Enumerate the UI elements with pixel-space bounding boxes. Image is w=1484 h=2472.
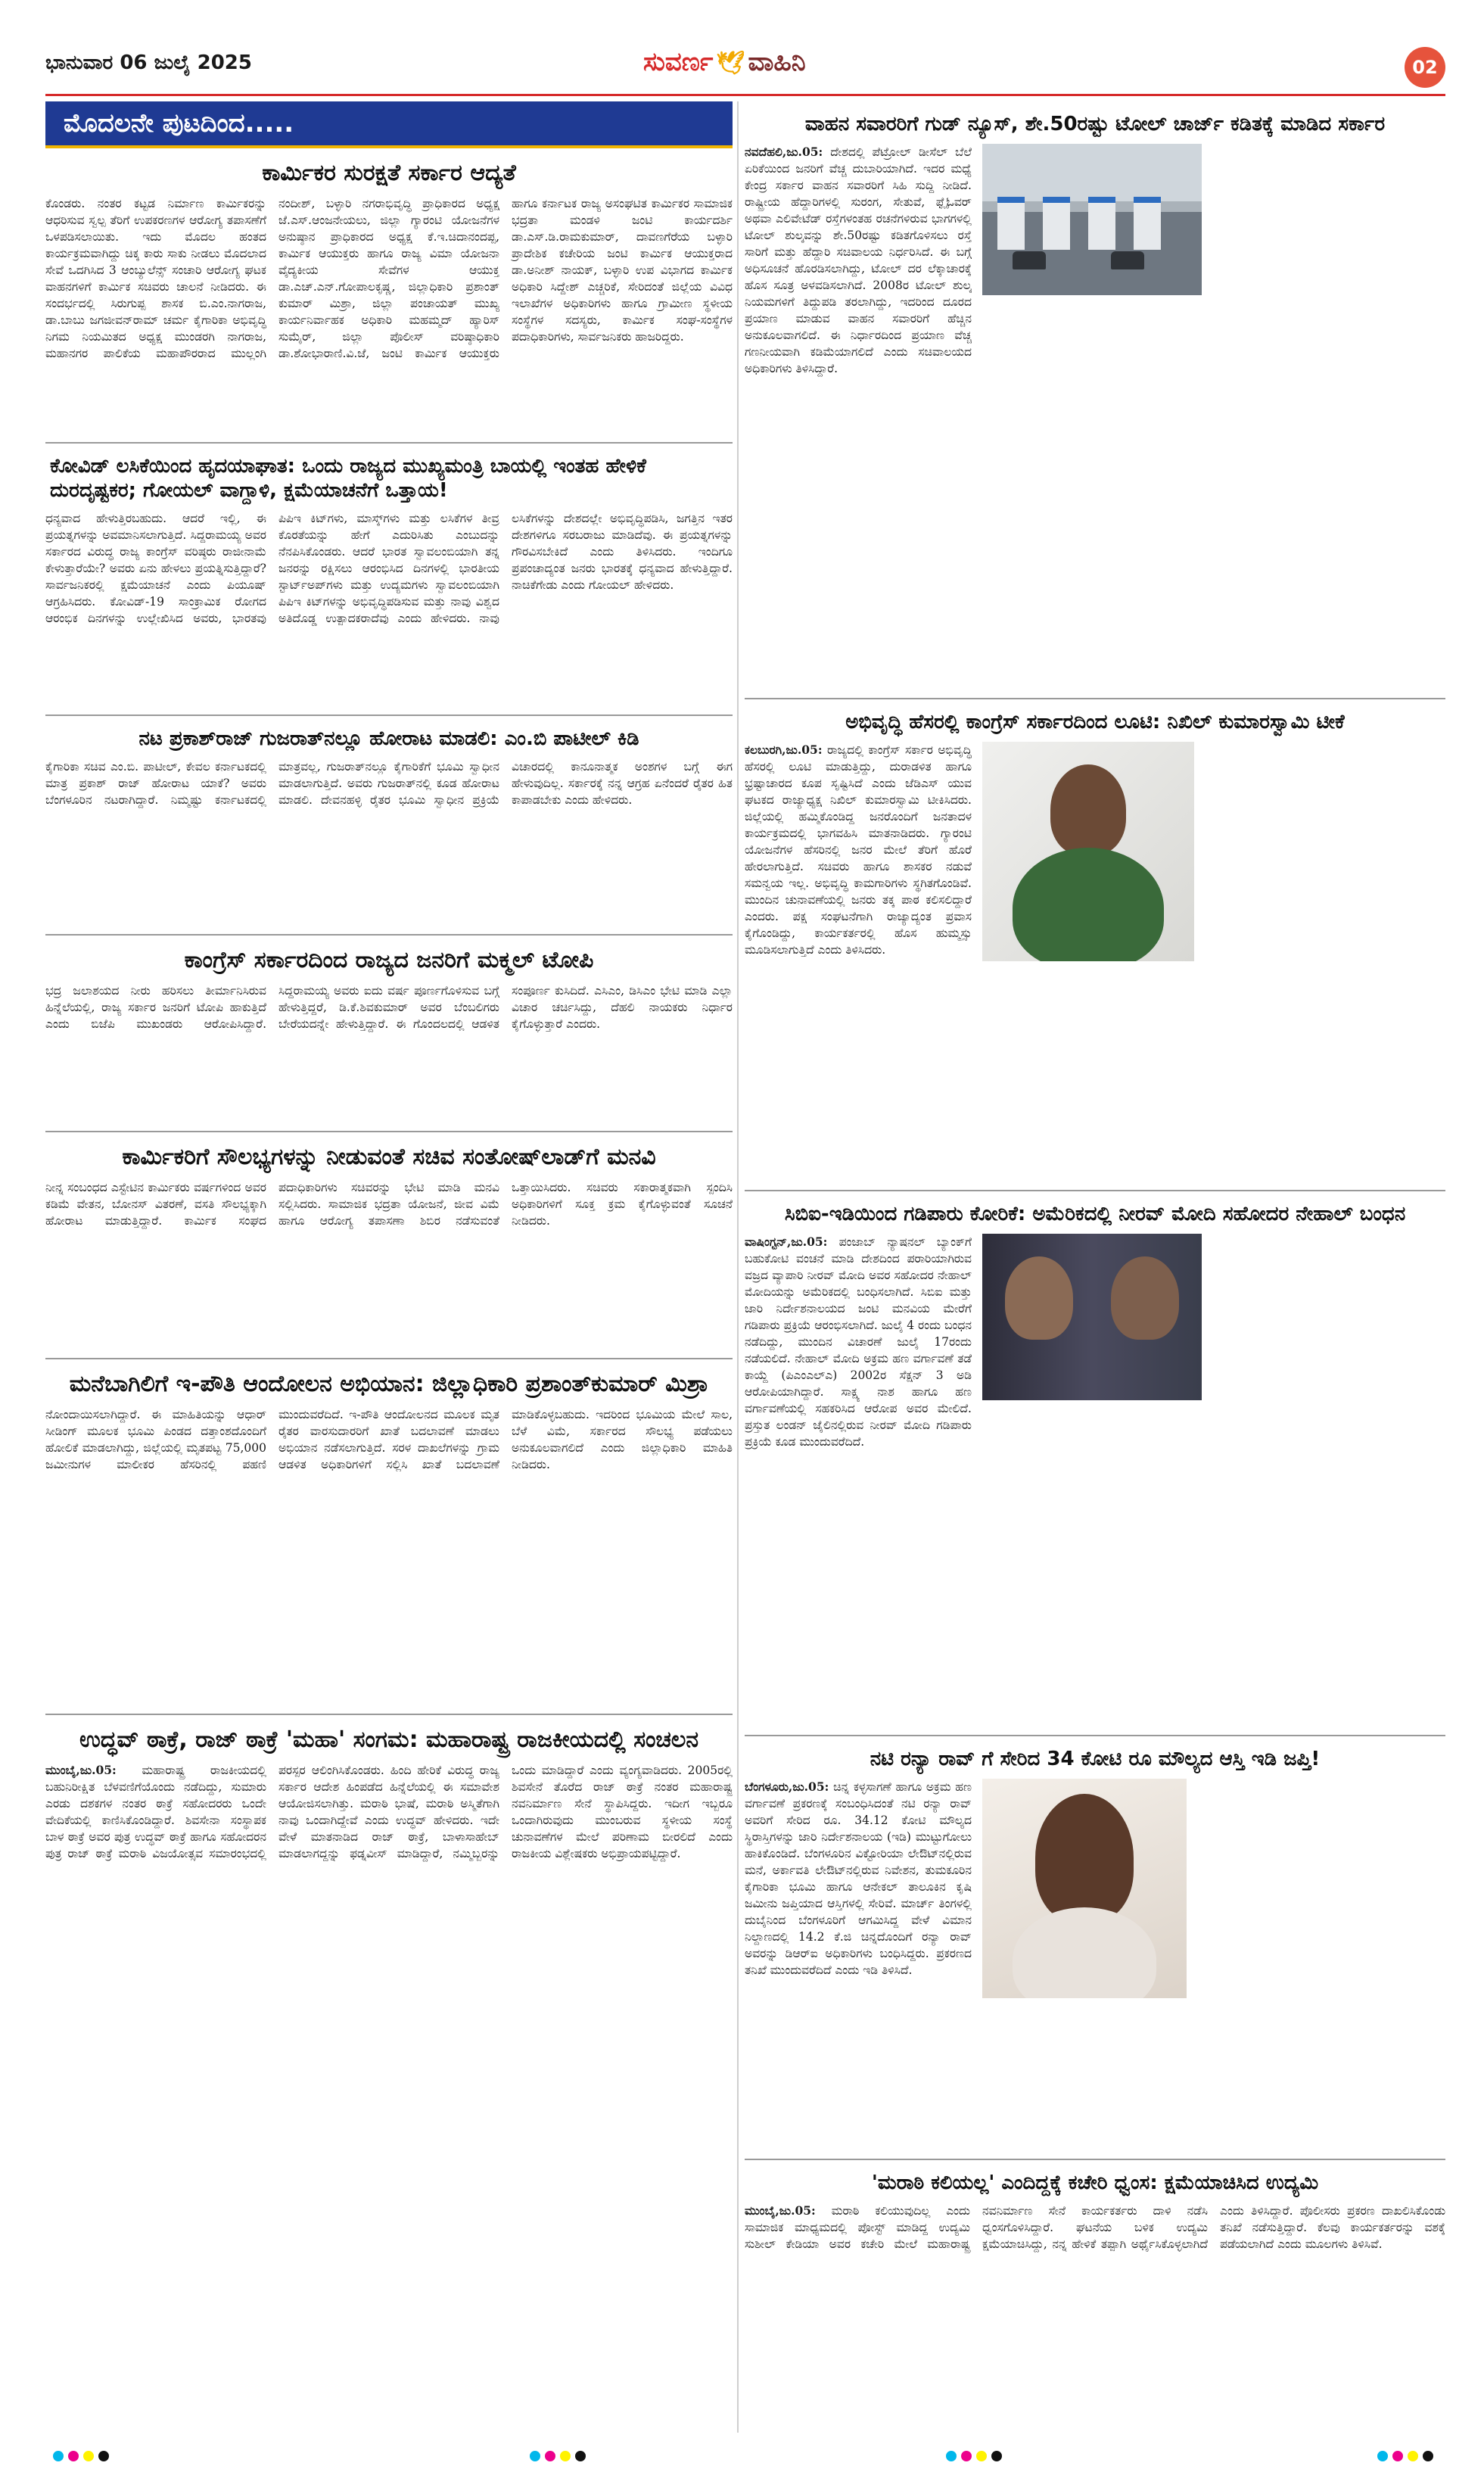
article-body: ಕೈಗಾರಿಕಾ ಸಚಿವ ಎಂ.ಬಿ. ಪಾಟೀಲ್, ಕೇವಲ ಕರ್ನಾಟಕದಲ್ಲಿ ಮಾತ್ರ ಪ್ರಕಾಶ್ ರಾಜ್ ಹೋರಾಟ ಯಾಕೆ? ಅವರು ಬೆಂಗಳೂರಿನ ನಟರಾಗಿದ್ದಾರೆ. ನಿಮ್ಮಷ್ಟು ಕರ್ನಾಟಕದಲ್ಲಿ ಮಾತ್ರವಲ್ಲ, ಗುಜರಾತ್‌ನಲ್ಲೂ ಕೈಗಾರಿಕೆಗೆ ಭೂಮಿ ಸ್ವಾಧೀನ ಮಾಡಲಾಗುತ್ತಿದೆ. ಅವರು ಗುಜರಾತ್‌ನಲ್ಲಿ ಕೂಡ ಹೋರಾಟ ಮಾಡಲಿ. ದೇವನಹಳ್ಳಿ ರೈತರ ಭೂಮಿ ಸ್ವಾಧೀನ ಪ್ರಕ್ರಿಯೆ ವಿಚಾರದಲ್ಲಿ ಕಾನೂನಾತ್ಮಕ ಅಂಶಗಳ ಬಗ್ಗೆ ಈಗ ಹೇಳುವುದಿಲ್ಲ. ಸರ್ಕಾರಕ್ಕೆ ನನ್ನ ಆಗ್ರಹ ಏನೆಂದರೆ ರೈತರ ಹಿತ ಕಾಪಾಡಬೇಕು ಎಂದು ಹೇಳಿದರು. (45, 760, 733, 807)
article-headline: ಅಭಿವೃದ್ಧಿ ಹೆಸರಲ್ಲಿ ಕಾಂಗ್ರೆಸ್ ಸರ್ಕಾರದಿಂದ ಲೂಟಿ: ನಿಖಿಲ್ ಕುಮಾರಸ್ವಾಮಿ ಟೀಕೆ (845, 711, 1345, 733)
article-toll-charge (745, 101, 1445, 699)
article-marathi-office (745, 2160, 1445, 2433)
logo-part1: ಸುವರ್ಣ (643, 47, 714, 77)
article-text: ದೇಶದಲ್ಲಿ ಪೆಟ್ರೋಲ್ ಡೀಸೆಲ್ ಬೆಲೆ ಏರಿಕೆಯಿಂದ ಜನರಿಗೆ ವೆಚ್ಚ ದುಬಾರಿಯಾಗಿದೆ. ಇದರ ಮಧ್ಯೆ ಕೇಂದ್ರ ಸರ್ಕಾರ ವಾಹನ ಸವಾರರಿಗೆ ಸಿಹಿ ಸುದ್ದಿ ನೀಡಿದೆ. ರಾಷ್ಟ್ರೀಯ ಹೆದ್ದಾರಿಗಳಲ್ಲಿ ಸುರಂಗ, ಸೇತುವೆ, ಫ್ಲೈಓವರ್ ಅಥವಾ ಎಲಿವೇಟೆಡ್ ರಸ್ತೆಗಳಂತಹ ರಚನೆಗಳಿರುವ ಭಾಗಗಳಲ್ಲಿ ಟೋಲ್ ಶುಲ್ಕವನ್ನು ಶೇ.50ರಷ್ಟು ಕಡಿತಗೊಳಿಸಲು ರಸ್ತೆ ಸಾರಿಗೆ ಮತ್ತು ಹೆದ್ದಾರಿ ಸಚಿವಾಲಯ ನಿರ್ಧರಿಸಿದೆ. ಈ ಬಗ್ಗೆ ಅಧಿಸೂಚನೆ ಹೊರಡಿಸಲಾಗಿದ್ದು, ಟೋಲ್ ದರ ಲೆಕ್ಕಾಚಾರಕ್ಕೆ ಹೊಸ ಸೂತ್ರ ಅಳವಡಿಸಲಾಗಿದೆ. 2008ರ ಟೋಲ್ ಶುಲ್ಕ ನಿಯಮಗಳಿಗೆ ತಿದ್ದುಪಡಿ ತರಲಾಗಿದ್ದು, ಇದರಿಂದ ದೂರದ ಪ್ರಯಾಣ ಮಾಡುವ ವಾಹನ ಸವಾರರಿಗೆ ಹೆಚ್ಚಿನ ಅನುಕೂಲವಾಗಲಿದೆ. ಈ ನಿರ್ಧಾರದಿಂದ ಪ್ರಯಾಣ ವೆಚ್ಚ ಗಣನೀಯವಾಗಿ ಕಡಿಮೆಯಾಗಲಿದೆ ಎಂದು ಸಚಿವಾಲಯದ ಅಧಿಕಾರಿಗಳು ತಿಳಿಸಿದ್ದಾರೆ. (745, 145, 972, 375)
article-headline: ಕಾಂಗ್ರೆಸ್ ಸರ್ಕಾರದಿಂದ ರಾಜ್ಯದ ಜನರಿಗೆ ಮಕ್ಮಲ್ ಟೋಪಿ (184, 947, 594, 973)
article-covid-vaccine (45, 444, 733, 716)
article-body: ಭದ್ರ ಜಲಾಶಯದ ನೀರು ಹರಿಸಲು ತೀರ್ಮಾನಿಸಿರುವ ಹಿನ್ನೆಲೆಯಲ್ಲಿ, ರಾಜ್ಯ ಸರ್ಕಾರ ಜನರಿಗೆ ಟೋಪಿ ಹಾಕುತ್ತಿದೆ ಎಂದು ಬಿಜೆಪಿ ಮುಖಂಡರು ಆರೋಪಿಸಿದ್ದಾರೆ. ಸಿದ್ದರಾಮಯ್ಯ ಅವರು ಐದು ವರ್ಷ ಪೂರ್ಣಗೊಳಿಸುವ ಬಗ್ಗೆ ಹೇಳುತ್ತಿದ್ದರೆ, ಡಿ.ಕೆ.ಶಿವಕುಮಾರ್ ಅವರ ಬೆಂಬಲಿಗರು ಬೇರೆಯದನ್ನೇ ಹೇಳುತ್ತಿದ್ದಾರೆ. ಈ ಗೊಂದಲದಲ್ಲಿ ಆಡಳಿತ ಸಂಪೂರ್ಣ ಕುಸಿದಿದೆ. ಎಸಿಎಂ, ಡಿಸಿಎಂ ಭೇಟಿ ಮಾಡಿ ಎಲ್ಲಾ ವಿಚಾರ ಚರ್ಚಿಸಿದ್ದು, ದೆಹಲಿ ನಾಯಕರು ನಿರ್ಧಾರ ಕೈಗೊಳ್ಳುತ್ತಾರೆ ಎಂದರು. (45, 984, 733, 1031)
registration-marks-center-left (530, 2451, 586, 2463)
left-column (45, 101, 733, 2184)
newspaper-logo (643, 47, 806, 77)
right-column (745, 101, 1445, 2433)
article-santosh-lad (45, 1132, 733, 1359)
article-text: ಮಹಾರಾಷ್ಟ್ರ ರಾಜಕೀಯದಲ್ಲಿ ಬಹುನಿರೀಕ್ಷಿತ ಬೆಳವಣಿಗೆಯೊಂದು ನಡೆದಿದ್ದು, ಸುಮಾರು ಎರಡು ದಶಕಗಳ ನಂತರ ಠಾಕ್ರೆ ಸಹೋದರರು ಒಂದೇ ವೇದಿಕೆಯಲ್ಲಿ ಕಾಣಿಸಿಕೊಂಡಿದ್ದಾರೆ. ಶಿವಸೇನಾ ಸಂಸ್ಥಾಪಕ ಬಾಳ ಠಾಕ್ರೆ ಅವರ ಪುತ್ರ ಉದ್ಧವ್ ಠಾಕ್ರೆ ಹಾಗೂ ಸಹೋದರನ ಪುತ್ರ ರಾಜ್ ಠಾಕ್ರೆ ಮರಾಠಿ ವಿಜಯೋತ್ಸವ ಸಮಾರಂಭದಲ್ಲಿ ಪರಸ್ಪರ ಆಲಿಂಗಿಸಿಕೊಂಡರು. ಹಿಂದಿ ಹೇರಿಕೆ ವಿರುದ್ಧ ರಾಜ್ಯ ಸರ್ಕಾರ ಆದೇಶ ಹಿಂಪಡೆದ ಹಿನ್ನೆಲೆಯಲ್ಲಿ ಈ ಸಮಾವೇಶ ಆಯೋಜಿಸಲಾಗಿತ್ತು. ಮರಾಠಿ ಭಾಷೆ, ಮರಾಠಿ ಅಸ್ಮಿತೆಗಾಗಿ ನಾವು ಒಂದಾಗಿದ್ದೇವೆ ಎಂದು ಉದ್ಧವ್ ಹೇಳಿದರು. ಇದೇ ವೇಳೆ ಮಾತನಾಡಿದ ರಾಜ್ ಠಾಕ್ರೆ, ಬಾಳಾಸಾಹೇಬ್ ಮಾಡಲಾಗದ್ದನ್ನು ಫಡ್ನವೀಸ್ ಮಾಡಿದ್ದಾರೆ, ನಮ್ಮಿಬ್ಬರನ್ನು ಒಂದು ಮಾಡಿದ್ದಾರೆ ಎಂದು ವ್ಯಂಗ್ಯವಾಡಿದರು. 2005ರಲ್ಲಿ ಶಿವಸೇನೆ ತೊರೆದ ರಾಜ್ ಠಾಕ್ರೆ ನಂತರ ಮಹಾರಾಷ್ಟ್ರ ನವನಿರ್ಮಾಣ ಸೇನೆ ಸ್ಥಾಪಿಸಿದ್ದರು. ಇದೀಗ ಇಬ್ಬರೂ ಒಂದಾಗಿರುವುದು ಮುಂಬರುವ ಸ್ಥಳೀಯ ಸಂಸ್ಥೆ ಚುನಾವಣೆಗಳ ಮೇಲೆ ಪರಿಣಾಮ ಬೀರಲಿದೆ ಎಂದು ರಾಜಕೀಯ ವಿಶ್ಲೇಷಕರು ಅಭಿಪ್ರಾಯಪಟ್ಟಿದ್ದಾರೆ. (45, 1764, 733, 1860)
article-worker-safety (45, 148, 733, 444)
masthead-divider (45, 94, 1445, 96)
page-number-badge: 02 (1405, 47, 1445, 88)
article-headline: ಮನೆಬಾಗಿಲಿಗೆ ಇ-ಪೌತಿ ಆಂದೋಲನ ಅಭಿಯಾನ: ಜಿಲ್ಲಾಧಿಕಾರಿ ಪ್ರಶಾಂತ್‌ಕುಮಾರ್ ಮಿಶ್ರಾ (69, 1371, 709, 1397)
registration-marks-right (1377, 2451, 1433, 2463)
article-body (45, 1762, 733, 2178)
article-body (745, 2203, 1445, 2422)
article-e-pauti (45, 1359, 733, 1715)
issue-date: ಭಾನುವಾರ 06 ಜುಲೈ 2025 (45, 51, 252, 74)
article-prakash-raj (45, 716, 733, 936)
article-text: ರಾಜ್ಯದಲ್ಲಿ ಕಾಂಗ್ರೆಸ್ ಸರ್ಕಾರ ಅಭಿವೃದ್ಧಿ ಹೆಸರಲ್ಲಿ ಲೂಟಿ ಮಾಡುತ್ತಿದ್ದು, ದುರಾಡಳಿತ ಹಾಗೂ ಭ್ರಷ್ಟಾಚಾರದ ಕೂಪ ಸೃಷ್ಟಿಸಿದೆ ಎಂದು ಜೆಡಿಎಸ್ ಯುವ ಘಟಕದ ರಾಜ್ಯಾಧ್ಯಕ್ಷ ನಿಖಿಲ್ ಕುಮಾರಸ್ವಾಮಿ ಟೀಕಿಸಿದರು. ಜಿಲ್ಲೆಯಲ್ಲಿ ಹಮ್ಮಿಕೊಂಡಿದ್ದ ಜನರೊಂದಿಗೆ ಜನತಾದಳ ಕಾರ್ಯಕ್ರಮದಲ್ಲಿ ಭಾಗವಹಿಸಿ ಮಾತನಾಡಿದರು. ಗ್ಯಾರಂಟಿ ಯೋಜನೆಗಳ ಹೆಸರಿನಲ್ಲಿ ಜನರ ಮೇಲೆ ತೆರಿಗೆ ಹೊರೆ ಹೇರಲಾಗುತ್ತಿದೆ. ಸಚಿವರು ಹಾಗೂ ಶಾಸಕರ ನಡುವೆ ಸಮನ್ವಯ ಇಲ್ಲ. ಅಭಿವೃದ್ಧಿ ಕಾಮಗಾರಿಗಳು ಸ್ಥಗಿತಗೊಂಡಿವೆ. ಮುಂದಿನ ಚುನಾವಣೆಯಲ್ಲಿ ಜನರು ತಕ್ಕ ಪಾಠ ಕಲಿಸಲಿದ್ದಾರೆ ಎಂದರು. ಪಕ್ಷ ಸಂಘಟನೆಗಾಗಿ ರಾಜ್ಯಾದ್ಯಂತ ಪ್ರವಾಸ ಕೈಗೊಂಡಿದ್ದು, ಕಾರ್ಯಕರ್ತರಲ್ಲಿ ಹೊಸ ಹುಮ್ಮಸ್ಸು ಮೂಡಿಸಲಾಗುತ್ತಿದೆ ಎಂದು ತಿಳಿಸಿದರು. (745, 743, 972, 957)
article-nehal-modi (745, 1191, 1445, 1736)
article-headline: ನಟ ಪ್ರಕಾಶ್‌ರಾಜ್ ಗುಜರಾತ್‌ನಲ್ಲೂ ಹೋರಾಟ ಮಾಡಲಿ: ಎಂ.ಬಿ ಪಾಟೀಲ್ ಕಿಡಿ (138, 727, 639, 750)
article-dateline: ಕಲಬುರಗಿ,ಜು.05: (745, 743, 823, 757)
article-dateline: ಬೆಂಗಳೂರು,ಜು.05: (745, 1779, 829, 1794)
article-dateline: ನವದೆಹಲಿ,ಜು.05: (745, 145, 823, 159)
article-dateline: ಮುಂಬೈ,ಜು.05: (745, 2203, 816, 2218)
article-headline: ಕಾರ್ಮಿಕರಿಗೆ ಸೌಲಭ್ಯಗಳನ್ನು ನೀಡುವಂತೆ ಸಚಿವ ಸಂತೋಷ್‌ಲಾಡ್‌ಗೆ ಮನವಿ (122, 1144, 656, 1170)
article-dateline: ಮುಂಬೈ,ಜು.05: (45, 1763, 117, 1777)
logo-part2: ವಾಹಿನಿ (748, 47, 806, 77)
article-congress-topi (45, 936, 733, 1132)
bird-logo-icon: 🕊 (716, 50, 745, 76)
masthead (45, 47, 1445, 88)
article-body: ನೋಂದಾಯಿಸಲಾಗಿದ್ದಾರೆ. ಈ ಮಾಹಿತಿಯನ್ನು ಆಧಾರ್ ಸೀಡಿಂಗ್ ಮೂಲಕ ಭೂಮಿ ಪಿಂಡದ ದತ್ತಾಂಶದೊಂದಿಗೆ ಹೋಲಿಕೆ ಮಾಡಲಾಗಿದ್ದು, ಜಿಲ್ಲೆಯಲ್ಲಿ ಮೃತಪಟ್ಟ 75,000 ಜಮೀನುಗಳ ಮಾಲೀಕರ ಹೆಸರಿನಲ್ಲಿ ಪಹಣಿ ಮುಂದುವರೆದಿದೆ. ಇ-ಪೌತಿ ಆಂದೋಲನದ ಮೂಲಕ ಮೃತ ರೈತರ ವಾರಸುದಾರರಿಗೆ ಖಾತೆ ಬದಲಾವಣೆ ಮಾಡಲು ಅಭಿಯಾನ ನಡೆಸಲಾಗುತ್ತಿದೆ. ಸರಳ ದಾಖಲೆಗಳನ್ನು ಗ್ರಾಮ ಆಡಳಿತ ಅಧಿಕಾರಿಗಳಿಗೆ ಸಲ್ಲಿಸಿ ಖಾತೆ ಬದಲಾವಣೆ ಮಾಡಿಕೊಳ್ಳಬಹುದು. ಇದರಿಂದ ಭೂಮಿಯ ಮೇಲೆ ಸಾಲ, ಬೆಳೆ ವಿಮೆ, ಸರ್ಕಾರದ ಸೌಲಭ್ಯ ಪಡೆಯಲು ಅನುಕೂಲವಾಗಲಿದೆ ಎಂದು ಜಿಲ್ಲಾಧಿಕಾರಿ ಮಾಹಿತಿ ನೀಡಿದರು. (45, 1408, 733, 1471)
article-text: ಪಂಜಾಬ್ ನ್ಯಾಷನಲ್ ಬ್ಯಾಂಕ್‌ಗೆ ಬಹುಕೋಟಿ ವಂಚನೆ ಮಾಡಿ ದೇಶದಿಂದ ಪರಾರಿಯಾಗಿರುವ ವಜ್ರದ ವ್ಯಾಪಾರಿ ನೀರವ್ ಮೋದಿ ಅವರ ಸಹೋದರ ನೇಹಾಲ್ ಮೋದಿಯನ್ನು ಅಮೆರಿಕದಲ್ಲಿ ಬಂಧಿಸಲಾಗಿದೆ. ಸಿಬಿಐ ಮತ್ತು ಜಾರಿ ನಿರ್ದೇಶನಾಲಯದ ಜಂಟಿ ಮನವಿಯ ಮೇರೆಗೆ ಗಡಿಪಾರು ಪ್ರಕ್ರಿಯೆ ಆರಂಭಿಸಲಾಗಿದೆ. ಜುಲೈ 4 ರಂದು ಬಂಧನ ನಡೆದಿದ್ದು, ಮುಂದಿನ ವಿಚಾರಣೆ ಜುಲೈ 17ರಂದು ನಡೆಯಲಿದೆ. ನೇಹಾಲ್ ಮೋದಿ ಅಕ್ರಮ ಹಣ ವರ್ಗಾವಣೆ ತಡೆ ಕಾಯ್ದೆ (ಪಿಎಂಎಲ್‌ಎ) 2002ರ ಸೆಕ್ಷನ್ 3 ಅಡಿ ಆರೋಪಿಯಾಗಿದ್ದಾರೆ. ಸಾಕ್ಷ್ಯ ನಾಶ ಹಾಗೂ ಹಣ ವರ್ಗಾವಣೆಯಲ್ಲಿ ಸಹಕರಿಸಿದ ಆರೋಪ ಅವರ ಮೇಲಿದೆ. ಪ್ರಸ್ತುತ ಲಂಡನ್ ಜೈಲಿನಲ್ಲಿರುವ ನೀರವ್ ಮೋದಿ ಗಡಿಪಾರು ಪ್ರಕ್ರಿಯೆ ಕೂಡ ಮುಂದುವರೆದಿದೆ. (745, 1235, 972, 1449)
article-body (745, 1234, 972, 1718)
article-body: ಧನ್ಯವಾದ ಹೇಳುತ್ತಿರಬಹುದು. ಆದರೆ ಇಲ್ಲಿ, ಈ ಪ್ರಯತ್ನಗಳನ್ನು ಅವಮಾನಿಸಲಾಗುತ್ತಿದೆ. ಸಿದ್ದರಾಮಯ್ಯ ಅವರ ಸರ್ಕಾರದ ವಿರುದ್ಧ ರಾಜ್ಯ ಕಾಂಗ್ರೆಸ್ ವರಿಷ್ಠರು ರಾಜೀನಾಮೆ ಕೇಳುತ್ತಾರೆಯೇ? ಅವರು ಏನು ಹೇಳಲು ಪ್ರಯತ್ನಿಸುತ್ತಿದ್ದಾರೆ? ಸಾರ್ವಜನಿಕರಲ್ಲಿ ಕ್ಷಮೆಯಾಚನೆ ಎಂದು ಪಿಯೂಷ್ ಆಗ್ರಹಿಸಿದರು. ಕೋವಿಡ್-19 ಸಾಂಕ್ರಾಮಿಕ ರೋಗದ ಆರಂಭಿಕ ದಿನಗಳನ್ನು ಉಲ್ಲೇಖಿಸಿದ ಅವರು, ಭಾರತವು ಪಿಪಿಇ ಕಿಟ್‌ಗಳು, ಮಾಸ್ಕ್‌ಗಳು ಮತ್ತು ಲಸಿಕೆಗಳ ತೀವ್ರ ಕೊರತೆಯನ್ನು ಹೇಗೆ ಎದುರಿಸಿತು ಎಂಬುದನ್ನು ನೆನಪಿಸಿಕೊಂಡರು. ಆದರೆ ಭಾರತ ಸ್ವಾವಲಂಬಿಯಾಗಿ ತನ್ನ ಜನರನ್ನು ರಕ್ಷಿಸಲು ಆರಂಭಿಸಿದ ದಿನಗಳಲ್ಲಿ ಭಾರತೀಯ ಸ್ಟಾರ್ಟ್‌ಅಪ್‌ಗಳು ಮತ್ತು ಉದ್ಯಮಗಳು ಸ್ವಾವಲಂಬಿಯಾಗಿ ಪಿಪಿಇ ಕಿಟ್‌ಗಳನ್ನು ಅಭಿವೃದ್ಧಿಪಡಿಸುವ ಮತ್ತು ನಾವು ವಿಶ್ವದ ಅತಿದೊಡ್ಡ ಉತ್ಪಾದಕರಾದೆವು ಎಂದು ಹೇಳಿದರು. ನಾವು ಲಸಿಕೆಗಳನ್ನು ದೇಶದಲ್ಲೇ ಅಭಿವೃದ್ಧಿಪಡಿಸಿ, ಜಗತ್ತಿನ ಇತರ ದೇಶಗಳಿಗೂ ಸರಬರಾಜು ಮಾಡಿದೆವು. ಈ ಪ್ರಯತ್ನಗಳನ್ನು ಗೌರವಿಸಬೇಕಿದೆ ಎಂದು ತಿಳಿಸಿದರು. ಇಂದಿಗೂ ಪ್ರಪಂಚಾದ್ಯಂತ ಜನರು ಭಾರತಕ್ಕೆ ಧನ್ಯವಾದ ಹೇಳುತ್ತಿದ್ದಾರೆ. ನಾಚಿಕೆಗೇಡು ಎಂದು ಗೋಯಲ್ ಹೇಳಿದರು. (45, 512, 733, 625)
article-headline: ಉದ್ಧವ್ ಠಾಕ್ರೆ, ರಾಜ್ ಠಾಕ್ರೆ 'ಮಹಾ' ಸಂಗಮ: ಮಹಾರಾಷ್ಟ್ರ ರಾಜಕೀಯದಲ್ಲಿ ಸಂಚಲನ (79, 1726, 699, 1753)
section-banner: ಮೊದಲನೇ ಪುಟದಿಂದ..... (45, 101, 733, 148)
article-nikhil (745, 699, 1445, 1191)
nikhil-kumaraswamy-photo (982, 742, 1194, 961)
article-headline: ಕಾರ್ಮಿಕರ ಸುರಕ್ಷತೆ ಸರ್ಕಾರ ಆದ್ಯತೆ (262, 160, 516, 186)
article-thackeray (45, 1715, 733, 2184)
article-text: ಮರಾಠಿ ಕಲಿಯುವುದಿಲ್ಲ ಎಂದು ಸಾಮಾಜಿಕ ಮಾಧ್ಯಮದಲ್ಲಿ ಪೋಸ್ಟ್ ಮಾಡಿದ್ದ ಉದ್ಯಮಿ ಸುಶೀಲ್ ಕೇಡಿಯಾ ಅವರ ಕಚೇರಿ ಮೇಲೆ ಮಹಾರಾಷ್ಟ್ರ ನವನಿರ್ಮಾಣ ಸೇನೆ ಕಾರ್ಯಕರ್ತರು ದಾಳಿ ನಡೆಸಿ ಧ್ವಂಸಗೊಳಿಸಿದ್ದಾರೆ. ಘಟನೆಯ ಬಳಿಕ ಉದ್ಯಮಿ ಕ್ಷಮೆಯಾಚಿಸಿದ್ದು, ನನ್ನ ಹೇಳಿಕೆ ತಪ್ಪಾಗಿ ಅರ್ಥೈಸಿಕೊಳ್ಳಲಾಗಿದೆ ಎಂದು ತಿಳಿಸಿದ್ದಾರೆ. ಪೊಲೀಸರು ಪ್ರಕರಣ ದಾಖಲಿಸಿಕೊಂಡು ತನಿಖೆ ನಡೆಸುತ್ತಿದ್ದಾರೆ. ಕೆಲವು ಕಾರ್ಯಕರ್ತರನ್ನು ವಶಕ್ಕೆ ಪಡೆಯಲಾಗಿದೆ ಎಂದು ಮೂಲಗಳು ತಿಳಿಸಿವೆ. (745, 2204, 1445, 2251)
article-headline: ವಾಹನ ಸವಾರರಿಗೆ ಗುಡ್ ನ್ಯೂಸ್, ಶೇ.50ರಷ್ಟು ಟೋಲ್ ಚಾರ್ಜ್ ಕಡಿತಕ್ಕೆ ಮಾಡಿದ ಸರ್ಕಾರ (804, 113, 1386, 135)
registration-marks-center-right (946, 2451, 1002, 2463)
article-headline: 'ಮರಾಠಿ ಕಲಿಯಲ್ಲ' ಎಂದಿದ್ದಕ್ಕೆ ಕಚೇರಿ ಧ್ವಂಸ: ಕ್ಷಮೆಯಾಚಿಸಿದ ಉದ್ಯಮಿ (871, 2172, 1319, 2194)
nirav-nehal-modi-photo (982, 1234, 1202, 1400)
ranya-rao-photo (982, 1779, 1187, 1998)
article-headline: ಸಿಬಿಐ-ಇಡಿಯಿಂದ ಗಡಿಪಾರು ಕೋರಿಕೆ: ಅಮೆರಿಕದಲ್ಲಿ ನೀರವ್ ಮೋದಿ ಸಹೋದರ ನೇಹಾಲ್ ಬಂಧನ (784, 1203, 1406, 1225)
article-body (745, 1779, 972, 2142)
toll-plaza-photo (982, 144, 1202, 295)
article-ranya-rao (745, 1736, 1445, 2160)
article-dateline: ವಾಷಿಂಗ್ಟನ್,ಜು.05: (745, 1234, 828, 1249)
article-body: ಕೊಂಡರು. ನಂತರ ಕಟ್ಟಡ ನಿರ್ಮಾಣ ಕಾರ್ಮಿಕರನ್ನು ಆಧರಿಸುವ ಸ್ವಲ್ಪ ತೆರಿಗೆ ಉಪಕರಣಗಳ ಆರೋಗ್ಯ ತಪಾಸಣೆಗೆ ಒಳಪಡಿಸಲಾಯಿತು. ಇದು ಮೊದಲ ಹಂತದ ಕಾರ್ಯಕ್ರಮವಾಗಿದ್ದು ಚಿಕ್ಕ ಕಾರು ಸಾಕು ನೀಡಲು ಮೊದಲಾದ ಸೇವೆ ಒದಗಿಸಿದ 3 ಆಂಬ್ಯುಲೆನ್ಸ್ ಸಂಚಾರಿ ಆರೋಗ್ಯ ಘಟಕ ವಾಹನಗಳಿಗೆ ಕಾರ್ಮಿಕ ಸಚಿವರು ಚಾಲನೆ ನೀಡಿದರು. ಈ ಸಂದರ್ಭದಲ್ಲಿ ಸಿರುಗುಪ್ಪ ಶಾಸಕ ಬಿ.ಎಂ.ನಾಗರಾಜ, ಡಾ.ಬಾಬು ಜಗಜೀವನ್‌ರಾಮ್ ಚರ್ಮ ಕೈಗಾರಿಕಾ ಅಭಿವೃದ್ಧಿ ನಿಗಮ ನಿಯಮಿತದ ಅಧ್ಯಕ್ಷ ಮುಂಡರಗಿ ನಾಗರಾಜ, ಮಹಾನಗರ ಪಾಲಿಕೆಯ ಮಹಾಪೌರರಾದ ಮುಲ್ಲಂಗಿ ನಂದೀಶ್, ಬಳ್ಳಾರಿ ನಗರಾಭಿವೃದ್ಧಿ ಪ್ರಾಧಿಕಾರದ ಅಧ್ಯಕ್ಷ ಜೆ.ಎಸ್.ಆಂಜನೇಯಲು, ಜಿಲ್ಲಾ ಗ್ಯಾರಂಟಿ ಯೋಜನೆಗಳ ಅನುಷ್ಠಾನ ಪ್ರಾಧಿಕಾರದ ಅಧ್ಯಕ್ಷ ಕೆ.ಇ.ಚಿದಾನಂದಪ್ಪ, ಕಾರ್ಮಿಕ ಆಯುಕ್ತರು ಹಾಗೂ ರಾಜ್ಯ ವಿಮಾ ಯೋಜನಾ ವೈದ್ಯಕೀಯ ಸೇವೆಗಳ ಆಯುಕ್ತ ಡಾ.ಎಚ್.ಎನ್.ಗೋಪಾಲಕೃಷ್ಣ, ಜಿಲ್ಲಾಧಿಕಾರಿ ಪ್ರಶಾಂತ್ ಕುಮಾರ್ ಮಿಶ್ರಾ, ಜಿಲ್ಲಾ ಪಂಚಾಯತ್ ಮುಖ್ಯ ಕಾರ್ಯನಿರ್ವಾಹಕ ಅಧಿಕಾರಿ ಮಹಮ್ಮದ್ ಹ್ಯಾರಿಸ್ ಸುಮೈರ್, ಜಿಲ್ಲಾ ಪೊಲೀಸ್ ವರಿಷ್ಠಾಧಿಕಾರಿ ಡಾ.ಶೋಭಾರಾಣಿ.ವಿ.ಜೆ, ಜಂಟಿ ಕಾರ್ಮಿಕ ಆಯುಕ್ತರು ಹಾಗೂ ಕರ್ನಾಟಕ ರಾಜ್ಯ ಅಸಂಘಟಿತ ಕಾರ್ಮಿಕರ ಸಾಮಾಜಿಕ ಭದ್ರತಾ ಮಂಡಳಿ ಜಂಟಿ ಕಾರ್ಯದರ್ಶಿ ಡಾ.ಎಸ್.ಡಿ.ರಾಮಕುಮಾರ್, ದಾವಣಗೆರೆಯ ಬಳ್ಳಾರಿ ಪ್ರಾದೇಶಿಕ ಕಚೇರಿಯ ಜಂಟಿ ಕಾರ್ಮಿಕ ಆಯುಕ್ತರಾದ ಡಾ.ಅನೀಶ್ ನಾಯಕ್, ಬಳ್ಳಾರಿ ಉಪ ವಿಭಾಗದ ಕಾರ್ಮಿಕ ಅಧಿಕಾರಿ ಸಿದ್ದೇಶ್ ಎಚ್ಚರಿಕೆ, ಸೇರಿದಂತೆ ಜಿಲ್ಲೆಯ ವಿವಿಧ ಇಲಾಖೆಗಳ ಅಧಿಕಾರಿಗಳು ಹಾಗೂ ಗ್ರಾಮೀಣ ಸ್ಥಳೀಯ ಸಂಸ್ಥೆಗಳ ಸದಸ್ಯರು, ಕಾರ್ಮಿಕ ಸಂಘ-ಸಂಸ್ಥೆಗಳ ಪದಾಧಿಕಾರಿಗಳು, ಸಾರ್ವಜನಿಕರು ಹಾಜರಿದ್ದರು. (45, 197, 733, 360)
article-text: ಚಿನ್ನ ಕಳ್ಳಸಾಗಣೆ ಹಾಗೂ ಅಕ್ರಮ ಹಣ ವರ್ಗಾವಣೆ ಪ್ರಕರಣಕ್ಕೆ ಸಂಬಂಧಿಸಿದಂತೆ ನಟಿ ರನ್ಯಾ ರಾವ್ ಅವರಿಗೆ ಸೇರಿದ ರೂ. 34.12 ಕೋಟಿ ಮೌಲ್ಯದ ಸ್ಥಿರಾಸ್ತಿಗಳನ್ನು ಜಾರಿ ನಿರ್ದೇಶನಾಲಯ (ಇಡಿ) ಮುಟ್ಟುಗೋಲು ಹಾಕಿಕೊಂಡಿದೆ. ಬೆಂಗಳೂರಿನ ವಿಕ್ಟೋರಿಯಾ ಲೇಔಟ್‌ನಲ್ಲಿರುವ ಮನೆ, ಅರ್ಕಾವತಿ ಲೇಔಟ್‌ನಲ್ಲಿರುವ ನಿವೇಶನ, ತುಮಕೂರಿನ ಕೈಗಾರಿಕಾ ಭೂಮಿ ಹಾಗೂ ಆನೇಕಲ್ ತಾಲೂಕಿನ ಕೃಷಿ ಜಮೀನು ಜಪ್ತಿಯಾದ ಆಸ್ತಿಗಳಲ್ಲಿ ಸೇರಿವೆ. ಮಾರ್ಚ್ ತಿಂಗಳಲ್ಲಿ ದುಬೈನಿಂದ ಬೆಂಗಳೂರಿಗೆ ಆಗಮಿಸಿದ್ದ ವೇಳೆ ವಿಮಾನ ನಿಲ್ದಾಣದಲ್ಲಿ 14.2 ಕೆ.ಜಿ ಚಿನ್ನದೊಂದಿಗೆ ರನ್ಯಾ ರಾವ್ ಅವರನ್ನು ಡಿಆರ್‌ಐ ಅಧಿಕಾರಿಗಳು ಬಂಧಿಸಿದ್ದರು. ಪ್ರಕರಣದ ತನಿಖೆ ಮುಂದುವರೆದಿದೆ ಎಂದು ಇಡಿ ತಿಳಿಸಿದೆ. (745, 1780, 972, 1977)
article-body (745, 144, 972, 674)
article-headline: ಕೋವಿಡ್ ಲಸಿಕೆಯಿಂದ ಹೃದಯಾಘಾತ: ಒಂದು ರಾಜ್ಯದ ಮುಖ್ಯಮಂತ್ರಿ ಬಾಯಲ್ಲಿ ಇಂತಹ ಹೇಳಿಕೆ ದುರದೃಷ್ಟಕರ; ಗೋಯಲ್ ವಾಗ್ದಾಳಿ, ಕ್ಷಮೆಯಾಚನೆಗೆ ಒತ್ತಾಯ! (50, 455, 646, 502)
column-divider (737, 101, 739, 2433)
article-headline: ನಟಿ ರನ್ಯಾ ರಾವ್ ಗೆ ಸೇರಿದ 34 ಕೋಟಿ ರೂ ಮೌಲ್ಯದ ಆಸ್ತಿ ಇಡಿ ಜಪ್ತಿ! (870, 1748, 1321, 1770)
article-body: ನೀನ್ನ ಸಂಬಂಧದ ಎಸ್ಟೇಟಿನ ಕಾರ್ಮಿಕರು ವರ್ಷಗಳಿಂದ ಅವರ ಕಡಿಮೆ ವೇತನ, ಬೋನಸ್ ವಿತರಣೆ, ವಸತಿ ಸೌಲಭ್ಯಕ್ಕಾಗಿ ಹೋರಾಟ ಮಾಡುತ್ತಿದ್ದಾರೆ. ಕಾರ್ಮಿಕ ಸಂಘದ ಪದಾಧಿಕಾರಿಗಳು ಸಚಿವರನ್ನು ಭೇಟಿ ಮಾಡಿ ಮನವಿ ಸಲ್ಲಿಸಿದರು. ಸಾಮಾಜಿಕ ಭದ್ರತಾ ಯೋಜನೆ, ಜೀವ ವಿಮೆ ಹಾಗೂ ಆರೋಗ್ಯ ತಪಾಸಣಾ ಶಿಬಿರ ನಡೆಸುವಂತೆ ಒತ್ತಾಯಿಸಿದರು. ಸಚಿವರು ಸಕಾರಾತ್ಮಕವಾಗಿ ಸ್ಪಂದಿಸಿ ಅಧಿಕಾರಿಗಳಿಗೆ ಸೂಕ್ತ ಕ್ರಮ ಕೈಗೊಳ್ಳುವಂತೆ ಸೂಚನೆ ನೀಡಿದರು. (45, 1181, 733, 1228)
registration-marks-left (53, 2451, 109, 2463)
article-body (745, 742, 972, 1173)
